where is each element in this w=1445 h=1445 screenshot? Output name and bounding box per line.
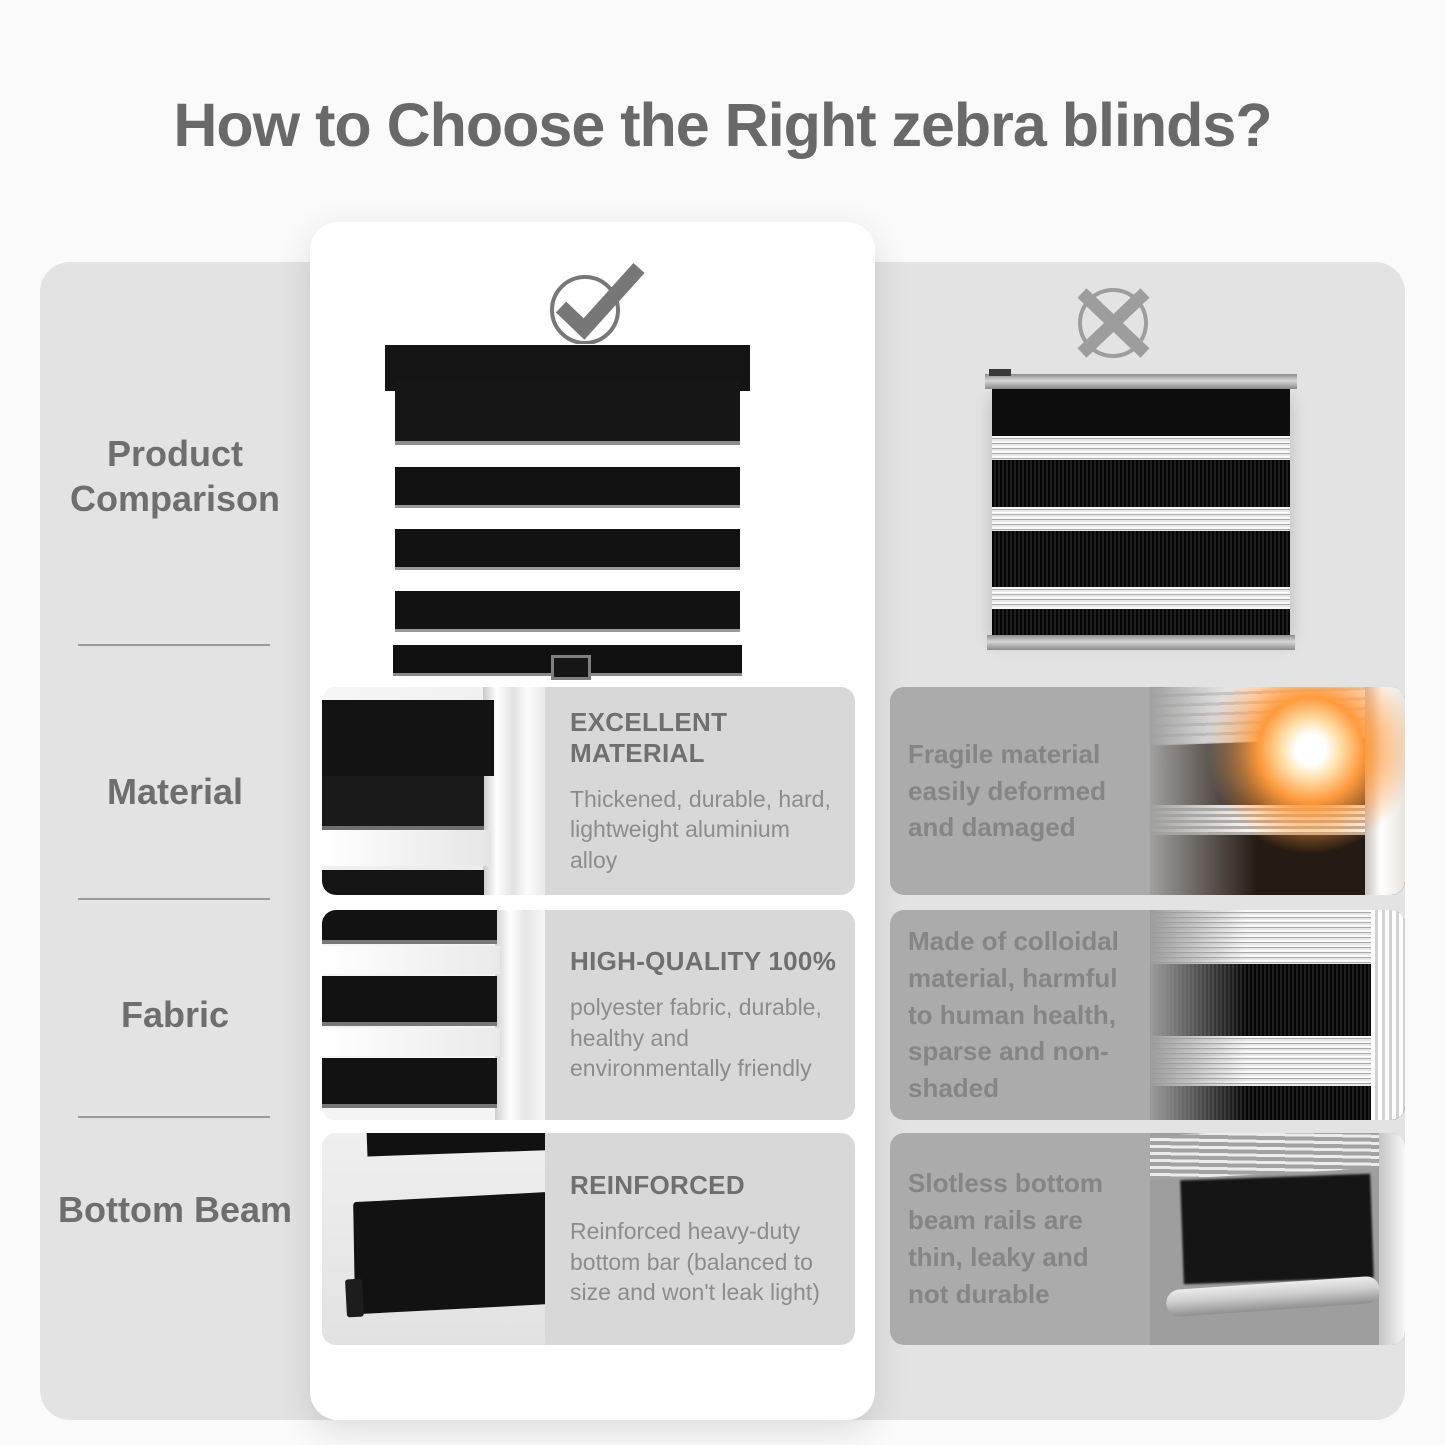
- blind-cassette: [385, 345, 750, 381]
- fabric-photo-bad: [1150, 910, 1405, 1120]
- row-label-bottom-beam: Bottom Beam: [57, 1189, 293, 1230]
- bad-product-image: [985, 374, 1297, 651]
- feature-box-bottom-beam-good: [322, 1133, 855, 1345]
- blind-bottom-clip: [551, 655, 591, 680]
- blind-stripe: [992, 389, 1290, 436]
- sheer-stripe: [992, 507, 1290, 531]
- row-label-fabric: Fabric: [120, 994, 230, 1035]
- bottom-beam-photo-bad: [1150, 1133, 1405, 1345]
- blind-fabric-band: [395, 381, 740, 445]
- fabric-photo-good: [322, 910, 545, 1120]
- blind-stripe: [395, 591, 740, 632]
- feature-box-material-bad: [890, 687, 1405, 895]
- row-divider: [78, 644, 270, 646]
- blind-stripe: [395, 529, 740, 570]
- row-divider: [78, 1116, 270, 1118]
- bottom-bar-end-cap: [345, 1279, 364, 1318]
- feature-box-bottom-beam-bad: [890, 1133, 1405, 1345]
- check-icon: [545, 260, 647, 344]
- feature-body: Fragile material easily deformed and damaged: [908, 738, 1106, 843]
- sheer-stripe: [992, 436, 1290, 460]
- page-title: How to Choose the Right zebra blinds?: [173, 91, 1272, 159]
- rail-end-cap: [989, 369, 1011, 376]
- sheer-stripe: [992, 587, 1290, 609]
- blind-stripe: [395, 467, 740, 508]
- blind-fabric: [992, 389, 1290, 635]
- feature-heading: REINFORCED: [570, 1170, 745, 1201]
- blind-bottom-rail: [987, 635, 1295, 650]
- material-photo-bad: [1150, 687, 1405, 895]
- feature-body: Made of colloidal material, harmful to human health, sparse and non-shaded: [908, 925, 1119, 1104]
- feature-body: Thickened, durable, hard, lightweight aluminium alloy: [570, 785, 831, 873]
- window-frame: [495, 910, 545, 1120]
- feature-body: polyester fabric, durable, healthy and environmentally friendly: [570, 994, 822, 1082]
- row-label-material: Material: [106, 771, 244, 812]
- cross-icon: [1068, 278, 1158, 368]
- bottom-bar: [353, 1192, 545, 1315]
- material-photo-good: [322, 687, 545, 895]
- row-label-product-comparison: Product Comparison: [69, 433, 281, 519]
- blind-stripe: [992, 460, 1290, 507]
- window-frame: [1379, 1133, 1405, 1345]
- blind-stripe: [992, 609, 1290, 635]
- feature-box-material-good: [322, 687, 855, 895]
- feature-body: Reinforced heavy-duty bottom bar (balanced to size and won't leak light): [570, 1218, 820, 1306]
- feature-heading: EXCELLENT MATERIAL: [570, 706, 728, 768]
- feature-heading: HIGH-QUALITY 100%: [570, 946, 837, 977]
- feature-body: Slotless bottom beam rails are thin, leaky and not durable: [908, 1168, 1104, 1309]
- good-product-image: [385, 345, 750, 678]
- bottom-beam-photo-good: [322, 1133, 545, 1345]
- feature-box-fabric-good: [322, 910, 855, 1120]
- row-divider: [78, 898, 270, 900]
- blind-stripe: [992, 531, 1290, 587]
- feature-box-fabric-bad: [890, 910, 1405, 1120]
- blind-top-rail: [985, 374, 1297, 389]
